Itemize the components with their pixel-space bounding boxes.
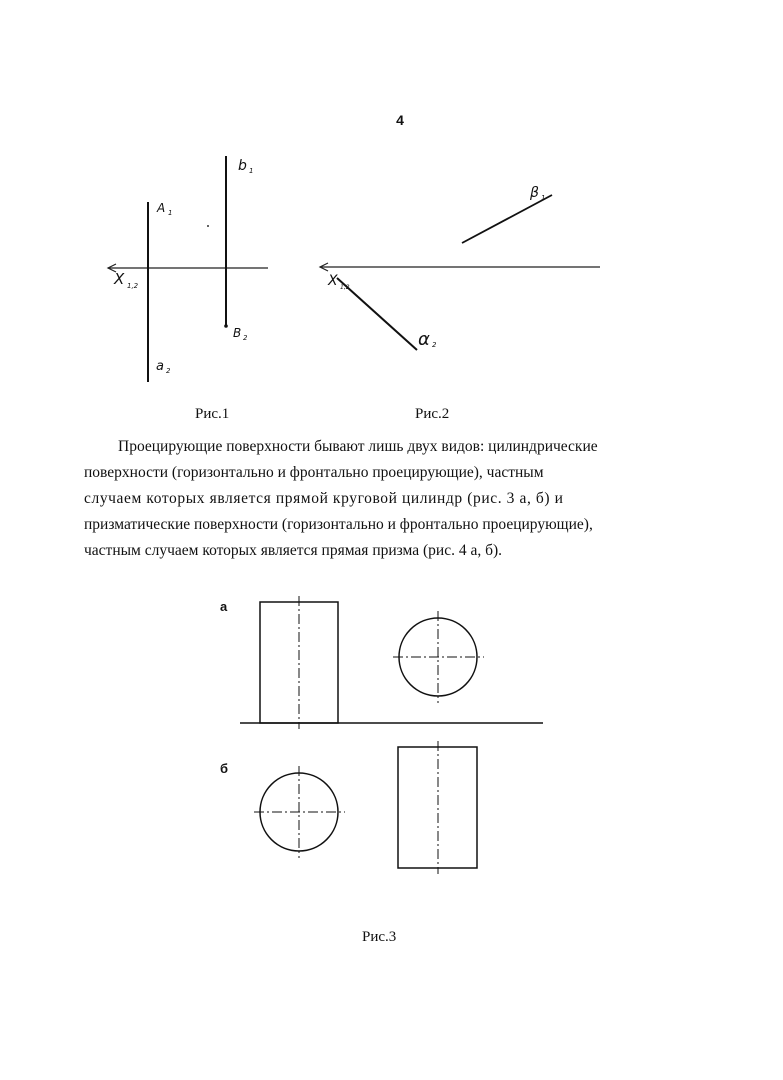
fig2-x-label: X: [328, 273, 338, 289]
figure-2-caption: Рис.2: [415, 406, 450, 422]
paragraph-line-5: [84, 538, 686, 564]
paragraph-line-4-text: призматические поверхности (горизонтально и фронтально проецирующие),: [84, 516, 593, 533]
figure-3-label-b: б: [220, 761, 229, 776]
figure-3: [240, 596, 543, 874]
page-number: 4: [396, 112, 404, 128]
fig1-label-B2-sub: 2: [243, 334, 248, 342]
paragraph-line-3-text: случаем которых является прямой круговой цилиндр (рис. 3 а, б) и: [84, 490, 564, 507]
fig2-line-beta1: [462, 195, 552, 243]
fig2-x-sub: 1,2: [340, 284, 350, 291]
paragraph-line-2: [84, 460, 686, 486]
fig1-x-label: X: [114, 270, 125, 288]
fig1-x-sub: 1,2: [127, 282, 139, 290]
fig1-label-b1: b: [238, 158, 247, 174]
fig1-label-A1: A: [157, 201, 166, 215]
paragraph-line-1: [84, 434, 686, 460]
fig2-label-alpha2-sub: 2: [432, 341, 437, 349]
body-paragraph: [84, 434, 686, 564]
fig1-point-b2: [224, 324, 228, 328]
figure-1-caption: Рис.1: [195, 406, 230, 422]
fig2-label-alpha2: α: [418, 329, 430, 350]
paragraph-line-5-text: частным случаем которых является прямая призма (рис. 4 а, б).: [84, 542, 503, 559]
figure-3-caption: Рис.3: [362, 929, 397, 945]
paragraph-line-3: [84, 486, 686, 512]
paragraph-line-1-text: Проецирующие поверхности бывают лишь двух видов: цилиндрические: [118, 438, 598, 455]
fig2-label-beta1-sub: 1: [541, 194, 546, 202]
fig1-label-a2: a: [156, 359, 164, 374]
fig2-label-beta1: β: [530, 185, 539, 201]
fig1-label-B2: B: [233, 326, 242, 340]
figure-1: [108, 156, 268, 382]
figure-2: [320, 185, 600, 350]
paragraph-line-2-text: поверхности (горизонтально и фронтально проецирующие), частным: [84, 464, 544, 481]
fig1-label-b1-sub: 1: [249, 167, 254, 175]
fig1-label-a2-sub: 2: [166, 367, 171, 375]
fig1-dot: [207, 225, 209, 227]
paragraph-line-4: [84, 512, 686, 538]
figure-3-label-a: а: [220, 599, 228, 614]
fig1-label-A1-sub: 1: [168, 209, 173, 217]
